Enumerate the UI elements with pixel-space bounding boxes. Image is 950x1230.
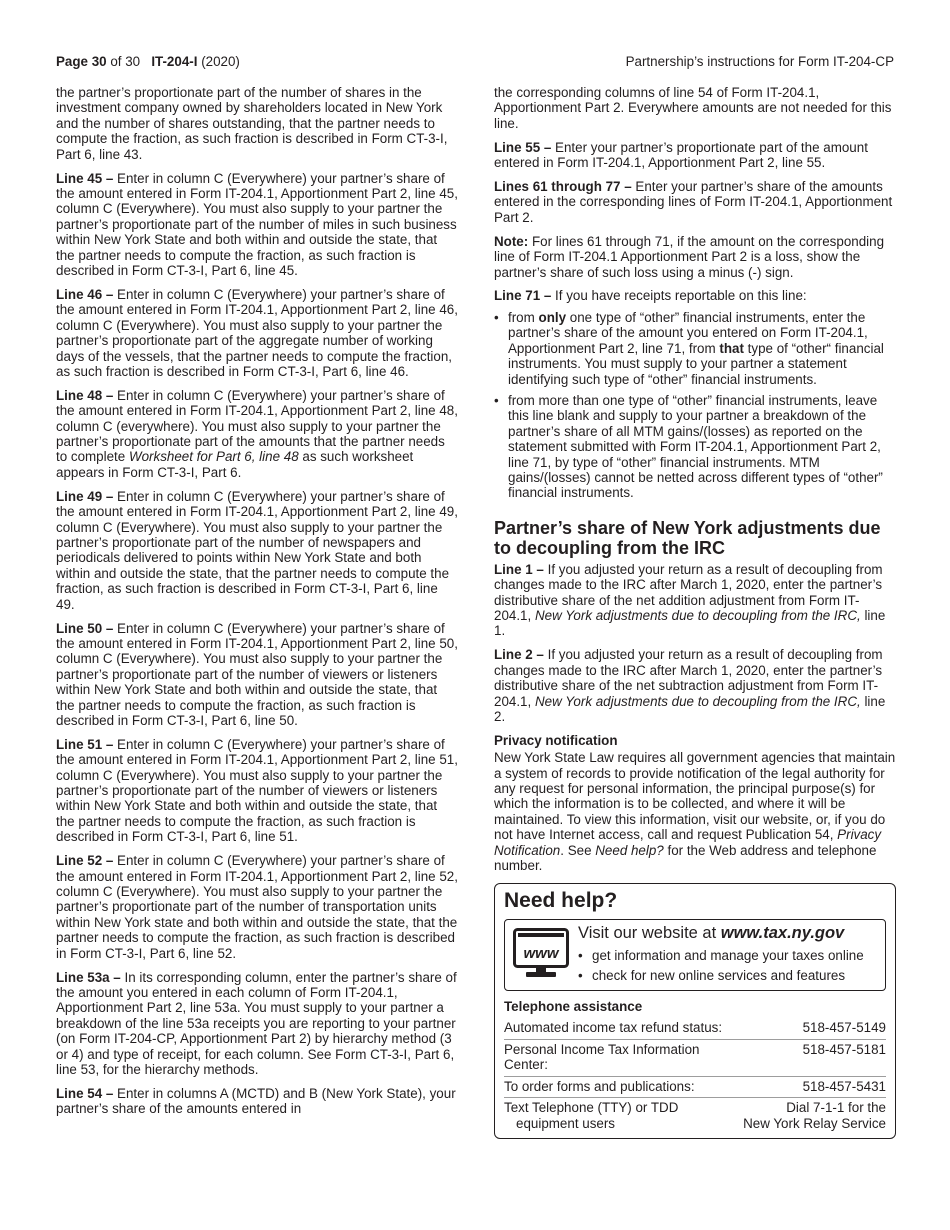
page-total: of 30	[106, 54, 141, 69]
computer-icon	[513, 928, 569, 980]
page-header	[56, 53, 894, 71]
phone-label: Automated income tax refund status:	[504, 1018, 743, 1039]
lines-61-77-paragraph	[494, 179, 896, 225]
bullet-text: get information and manage your taxes online	[592, 948, 864, 964]
decoupling-line-2	[494, 647, 896, 724]
list-item	[578, 966, 879, 986]
bullet-marker: •	[494, 309, 499, 325]
line-48-text: Enter in column C (Everywhere) your partner’s share of the amount entered in Form IT-204.1, Apportionment Part 2, line 48, column C (everywhere). You must also supply to your partner the partner’s proportionate part of the amounts that the partner needs to complete	[56, 387, 458, 465]
header-title: Partnership’s instructions for Form IT-204-CP	[625, 54, 894, 69]
line-52-text: Enter in column C (Everywhere) your partner’s share of the amount entered in Form IT-204.1, Apportionment Part 2, line 52, column C (Everywhere). You must also supply to your partner the partner’s proportionate part of the number of transportation units within New York state and both within and outside the state, that the partner needs to compute the fraction, as such fraction is described in Form CT-3-I, Part 6, line 52.	[56, 853, 458, 961]
line-51-text: Enter in column C (Everywhere) your partner’s share of the amount entered in Form IT-204.1, Apportionment Part 2, line 51, column C (Everywhere). You must also supply to your partner the partner’s proportionate part of the number of viewers or listeners within New York State and both within and outside the state, that the partner needs to compute the fraction, as such fraction is described in Form CT-3-I, Part 6, line 51.	[56, 736, 458, 845]
decoupling-line-2-text: If you adjusted your return as a result of decoupling from changes made to the IRC after March 1, 2020, enter the partner’s distributive share of the net subtraction adjustment from Form IT-204.1,	[494, 647, 883, 709]
need-help-box	[494, 883, 896, 1138]
note-lead: Note:	[494, 233, 529, 249]
line-46-lead: Line 46 –	[56, 286, 114, 302]
line-71-text: If you have receipts reportable on this line:	[551, 288, 807, 304]
line-51-paragraph	[56, 737, 458, 845]
privacy-italic: Need help?	[595, 842, 664, 858]
form-year: (2020)	[197, 54, 240, 69]
line-50-text: Enter in column C (Everywhere) your partner’s share of the amount entered in Form IT-204.1, Apportionment Part 2, line 50, column C (Everywhere). You must also supply to your partner the partner’s proportionate part of the number of viewers or listeners within New York State and both within and outside the state, that the partner needs to compute the fraction, as such fraction is described in Form CT-3-I, Part 6, line 50.	[56, 620, 458, 728]
privacy-paragraph	[494, 750, 896, 873]
tty-label	[504, 1098, 743, 1134]
table-row	[504, 1018, 886, 1039]
line-50-paragraph	[56, 621, 458, 729]
line-49-text: Enter in column C (Everywhere) your partner’s share of the amount entered in Form IT-204.1, Apportionment Part 2, line 49, column C (Everywhere). You must also supply to your partner the partner’s proportionate part of the number of newspapers and periodicals delivered to points within New York State and both within and outside the state, that the partner needs to compute the fraction, as such fraction is described in Form CT-3-I, Part 6, line 49.	[56, 488, 458, 612]
page-label: Page 30	[56, 54, 107, 69]
intro-paragraph: the partner’s proportionate part of the number of shares in the investment company owned by shareholders located in New York and the number of shares outstanding, that the partner needs to compute the fraction, as such fraction is described in Form CT-3-I, Part 6, line 43.	[56, 85, 448, 162]
line-55-text: Enter your partner’s proportionate part of the amount entered in Form IT-204.1, Apportionment Part 2, line 55.	[494, 139, 868, 171]
decoupling-line-1-end: line 1.	[494, 607, 886, 639]
line-45-lead: Line 45 –	[56, 170, 114, 186]
decoupling-line-1-italic: New York adjustments due to decoupling from the IRC,	[534, 607, 861, 623]
website-link[interactable]: www.tax.ny.gov	[720, 924, 845, 943]
decoupling-line-1-lead: Line 1 –	[494, 561, 544, 577]
privacy-text: New York State Law requires all government agencies that maintain a system of records to provide notification of the legal authority for any request for personal information, the principal purpose(s) for which the information is to be collected, and where it will be maintained. To view this information, visit our website, or, if you do not have Internet access, call and request Publication 54,	[494, 750, 896, 843]
line-52-lead: Line 52 –	[56, 853, 114, 869]
line-45-text: Enter in column C (Everywhere) your partner’s share of the amount entered in Form IT-204.1, Apportionment Part 2, line 45, column C (Everywhere). You must also supply to your partner the partner’s proportionate part of the number of miles in such business within New York State and both within and outside the state, that the partner needs to compute the fraction, as such fraction is described in Form CT-3-I, Part 6, line 45.	[56, 170, 458, 278]
bullet-emphasis: only	[538, 309, 567, 325]
bullet-text: one type of “other” financial instruments, enter the partner’s share of the amount you entered on Form IT-204.1, Apportionment Part 2, line 71, from	[508, 309, 868, 356]
line-54-lead: Line 54 –	[56, 1085, 114, 1101]
form-id: IT-204-I	[151, 54, 198, 69]
visit-line	[578, 923, 879, 943]
need-help-title: Need help?	[504, 889, 618, 913]
line-50-lead: Line 50 –	[56, 620, 114, 636]
decoupling-line-2-end: line 2.	[494, 693, 886, 724]
list-item	[494, 393, 896, 501]
line-55-lead: Line 55 –	[494, 139, 552, 155]
list-item	[494, 310, 896, 387]
line-53a-lead: Line 53a –	[56, 969, 121, 985]
line-71-bullet-list	[494, 310, 896, 501]
website-bullets	[578, 946, 879, 986]
bullet-text: check for new online services and features	[592, 968, 846, 984]
bullet-text: from more than one type of “other” financial instruments, leave this line blank and supply to your partner a breakdown of the partner’s share of all MTM gains/(losses) as reported on the statement submitted with Form IT-204.1, Apportionment Part 2, line 71, by type of “other” financial instruments. MTM gains/(losses) cannot be netted across different types of “other” financial instruments.	[508, 392, 883, 501]
tty-value	[743, 1098, 886, 1134]
line-46-paragraph	[56, 287, 458, 379]
bullet-text: type of “other“ financial instruments. You must supply to your partner a statement identifying such type of “other” financial instruments.	[508, 340, 884, 387]
phone-label: Personal Income Tax Information Center:	[504, 1039, 743, 1076]
bullet-text: from	[508, 309, 539, 325]
line-48-paragraph	[56, 388, 458, 480]
lines-61-77-text: Enter your partner’s share of the amounts entered in the corresponding lines of Form IT-204.1, Apportionment Part 2.	[494, 179, 893, 225]
phone-table	[504, 1018, 886, 1133]
line-48-lead: Line 48 –	[56, 387, 114, 403]
right-column	[494, 85, 896, 1139]
phone-label: To order forms and publications:	[504, 1076, 743, 1097]
line-52-paragraph	[56, 853, 458, 961]
privacy-italic: Privacy Notification	[494, 827, 882, 858]
phone-number: 518-457-5149	[743, 1018, 886, 1039]
table-row	[504, 1076, 886, 1097]
decoupling-line-2-lead: Line 2 –	[494, 647, 544, 663]
bullet-marker: •	[578, 948, 583, 964]
line-53a-paragraph	[56, 970, 458, 1078]
line-46-text: Enter in column C (Everywhere) your partner’s share of the amount entered in Form IT-204.1, Apportionment Part 2, line 46, column C (Everywhere). You must also supply to your partner the partner’s proportionate part of the aggregate number of working days of the vessels, that the partner needs to compute the fraction, as such fraction is described in Form CT-3-I, Part 6, line 46.	[56, 286, 458, 379]
decoupling-line-1-text: If you adjusted your return as a result of decoupling from changes made to the IRC after March 1, 2020, enter the partner’s distributive share of the net addition adjustment from Form IT-204.1,	[494, 561, 883, 623]
line-54-continued: the corresponding columns of line 54 of Form IT-204.1, Apportionment Part 2. Everywhere amounts are not needed for this line.	[494, 85, 892, 131]
bullet-emphasis: that	[719, 340, 744, 356]
telephone-heading: Telephone assistance	[504, 999, 643, 1015]
note-paragraph	[494, 234, 896, 280]
phone-number: 518-457-5181	[743, 1039, 886, 1076]
lines-61-77-lead: Lines 61 through 77 –	[494, 179, 632, 195]
bullet-marker: •	[578, 968, 583, 984]
line-48-italic: Worksheet for Part 6, line 48	[128, 449, 299, 465]
decoupling-line-2-italic: New York adjustments due to decoupling from the IRC,	[534, 693, 861, 709]
decoupling-line-1	[494, 562, 896, 639]
table-row	[504, 1039, 886, 1076]
tty-label-line: Text Telephone (TTY) or TDD	[504, 1100, 679, 1116]
line-49-lead: Line 49 –	[56, 488, 114, 504]
website-text	[578, 923, 879, 986]
line-48-text-end: as such worksheet appears in Form CT-3-I, Part 6.	[56, 449, 414, 480]
line-71-paragraph	[494, 288, 896, 303]
phone-number: 518-457-5431	[743, 1076, 886, 1097]
page-number	[56, 53, 240, 71]
line-71-lead: Line 71 –	[494, 288, 552, 304]
line-45-paragraph	[56, 171, 458, 279]
bullet-marker: •	[494, 392, 499, 408]
section-heading: Partner’s share of New York adjustments due to decoupling from the IRC	[494, 517, 881, 559]
line-53a-text: In its corresponding column, enter the partner’s share of the amount you entered in each column of Form IT-204.1, Apportionment Part 2, line 53a. You must supply to your partner a breakdown of the line 53a receipts you are reporting to your partner (on Form IT-204-CP, Apportionment Part 2) by hierarchy method (3 or 4) and type of receipt, for each column. See Form CT-3-I, Part 6, line 53, for the hierarchy methods.	[56, 969, 457, 1077]
privacy-text: for the Web address and telephone number.	[494, 842, 877, 874]
tty-value-line: Dial 7-1-1 for the	[786, 1100, 886, 1116]
privacy-text: . See	[560, 842, 596, 858]
privacy-heading: Privacy notification	[494, 732, 618, 748]
tty-value-line: New York Relay Service	[743, 1115, 886, 1131]
left-column	[56, 85, 458, 1125]
note-text: For lines 61 through 71, if the amount on the corresponding line of Form IT-204.1 Apportionment Part 2 is a loss, show the partner’s share of such loss using a minus (-) sign.	[494, 233, 885, 280]
tty-label-line: equipment users	[516, 1115, 615, 1131]
visit-text: Visit our website at	[578, 924, 721, 943]
website-box	[504, 919, 886, 991]
line-51-lead: Line 51 –	[56, 736, 114, 752]
www-icon-label: www	[523, 945, 559, 963]
line-49-paragraph	[56, 489, 458, 612]
line-55-paragraph	[494, 140, 896, 171]
table-row	[504, 1098, 886, 1134]
list-item	[578, 946, 879, 966]
line-54-paragraph	[56, 1086, 458, 1117]
line-54-text: Enter in columns A (MCTD) and B (New York State), your partner’s share of the amounts entered in	[56, 1085, 456, 1117]
